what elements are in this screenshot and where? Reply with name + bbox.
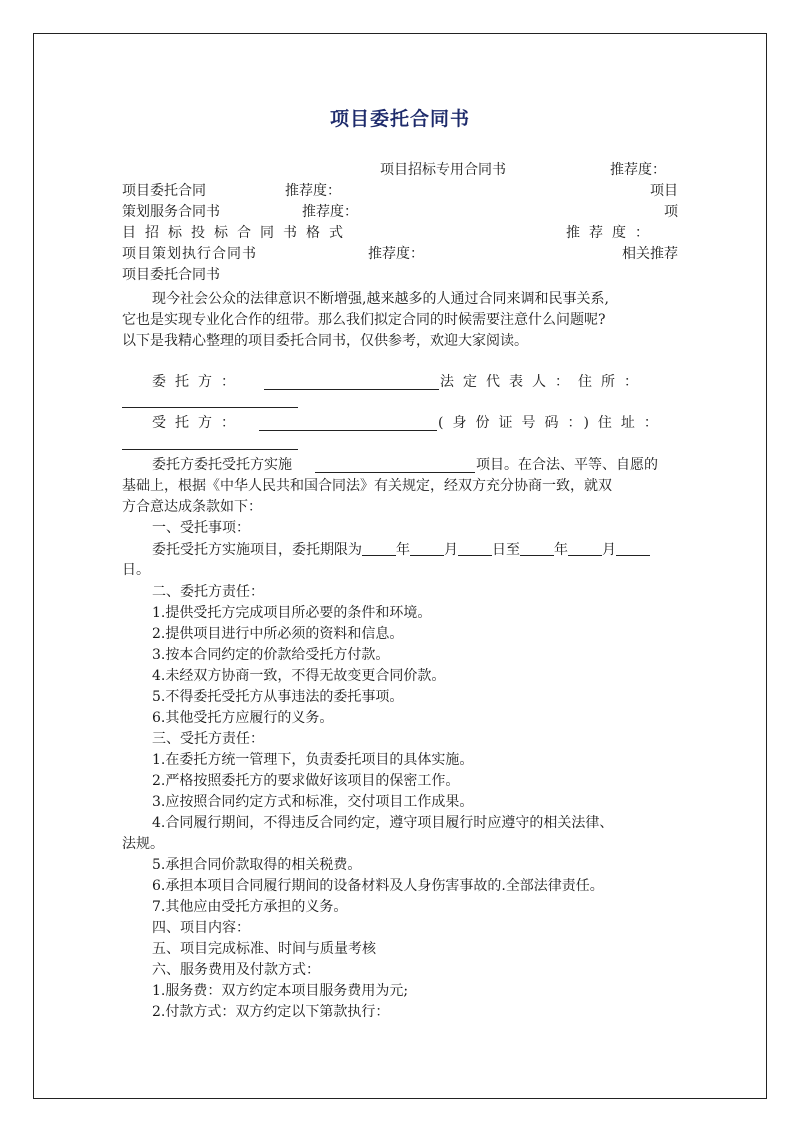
day-to-label: 日至: [492, 542, 520, 558]
section-3-item: 法规。: [122, 836, 164, 852]
section-6-item: 2.付款方式：双方约定以下第款执行：: [152, 1004, 390, 1020]
recommend-rating-label-3: 推荐度：: [302, 204, 358, 220]
section-1-text: [152, 539, 650, 560]
section-3-item: 6.承担本项目合同履行期间的设备材料及人身伤害事故的.全部法律责任。: [152, 878, 604, 894]
recommend-link-4a[interactable]: 项: [664, 204, 678, 220]
agent-label: 受托方：: [152, 415, 244, 431]
section-2-heading: 二、委托方责任：: [152, 584, 264, 600]
section-3-item: 1.在委托方统一管理下，负责委托项目的具体实施。: [152, 752, 474, 768]
section-3-item: 5.承担合同价款取得的相关税费。: [152, 857, 362, 873]
section-2-item: 3.按本合同约定的价款给受托方付款。: [152, 647, 390, 663]
year-label-1: 年: [396, 542, 410, 558]
recommend-rating-label-5: 推荐度：: [368, 246, 424, 262]
recommend-rating-label-4: 推荐度：: [566, 225, 658, 241]
body-p1-line-3: 方合意达成条款如下：: [122, 499, 262, 515]
body-p1-continue: 项目。在合法、平等、自愿的: [476, 457, 658, 473]
page-title: 项目委托合同书: [329, 108, 470, 130]
recommend-link-6[interactable]: 项目委托合同书: [122, 267, 220, 283]
section-2-item: 5.不得委托受托方从事违法的委托事项。: [152, 689, 404, 705]
client-label: 委托方：: [152, 374, 244, 390]
body-p1-line-2: 基础上，根据《中华人民共和国合同法》有关规定，经双方充分协商一致，就双: [122, 478, 612, 494]
intro-line-1: 现今社会公众的法律意识不断增强,越来越多的人通过合同来调和民事关系,: [152, 291, 609, 307]
month-label-2: 月: [602, 542, 616, 558]
section-1-end: 日。: [122, 562, 150, 578]
intro-line-2: 它也是实现专业化合作的纽带。那么我们拟定合同的时候需要注意什么问题呢?: [122, 312, 606, 328]
day-blank-2: [616, 539, 650, 556]
client-name-blank: [264, 389, 439, 390]
section-5-heading: 五、项目完成标准、时间与质量考核: [152, 941, 376, 957]
day-blank-1: [458, 539, 492, 556]
section-2-item: 1.提供受托方完成项目所必要的条件和环境。: [152, 605, 432, 621]
recommend-rating-label-2: 推荐度：: [285, 183, 341, 199]
section-6-heading: 六、服务费用及付款方式：: [152, 962, 320, 978]
client-address-blank: [122, 407, 298, 408]
recommend-link-1[interactable]: 项目招标专用合同书: [380, 162, 506, 178]
section-3-heading: 三、受托方责任：: [152, 731, 264, 747]
month-blank-2: [568, 539, 602, 556]
related-recommend-label: 相关推荐: [622, 246, 678, 262]
section-6-item: 1.服务费：双方约定本项目服务费用为元;: [152, 983, 409, 999]
section-2-item: 6.其他受托方应履行的义务。: [152, 710, 334, 726]
id-address-label: (身份证号码：)住址：: [438, 415, 667, 431]
recommend-link-5[interactable]: 项目策划执行合同书: [122, 246, 257, 262]
year-label-2: 年: [554, 542, 568, 558]
year-blank-1: [362, 539, 396, 556]
section-3-item: 4.合同履行期间，不得违反合同约定，遵守项目履行时应遵守的相关法律、: [152, 815, 614, 831]
section-3-item: 2.严格按照委托方的要求做好该项目的保密工作。: [152, 773, 460, 789]
month-blank-1: [410, 539, 444, 556]
intro-line-3: 以下是我精心整理的项目委托合同书，仅供参考，欢迎大家阅读。: [122, 333, 528, 349]
recommend-link-2[interactable]: 项目委托合同: [122, 183, 206, 199]
agent-address-blank: [122, 449, 298, 450]
year-blank-2: [520, 539, 554, 556]
section-1-heading: 一、受托事项：: [152, 520, 250, 536]
section-3-item: 3.应按照合同约定方式和标准，交付项目工作成果。: [152, 794, 474, 810]
body-p1-start: 委托方委托受托方实施: [152, 457, 292, 473]
recommend-link-4b[interactable]: 目招标投标合同书格式: [122, 225, 352, 241]
legal-rep-address-label: 法定代表人：住所：: [440, 374, 647, 390]
section-3-item: 7.其他应由受托方承担的义务。: [152, 899, 348, 915]
recommend-link-3a[interactable]: 项目: [650, 183, 678, 199]
agent-name-blank: [259, 430, 437, 431]
section-2-item: 4.未经双方协商一致，不得无故变更合同价款。: [152, 668, 446, 684]
project-name-blank: [315, 472, 475, 473]
section-1-lead: 委托受托方实施项目，委托期限为: [152, 542, 362, 558]
month-label-1: 月: [444, 542, 458, 558]
recommend-link-3b[interactable]: 策划服务合同书: [122, 204, 220, 220]
section-4-heading: 四、项目内容：: [152, 920, 250, 936]
recommend-rating-label-1: 推荐度：: [610, 162, 666, 178]
section-2-item: 2.提供项目进行中所必须的资料和信息。: [152, 626, 404, 642]
